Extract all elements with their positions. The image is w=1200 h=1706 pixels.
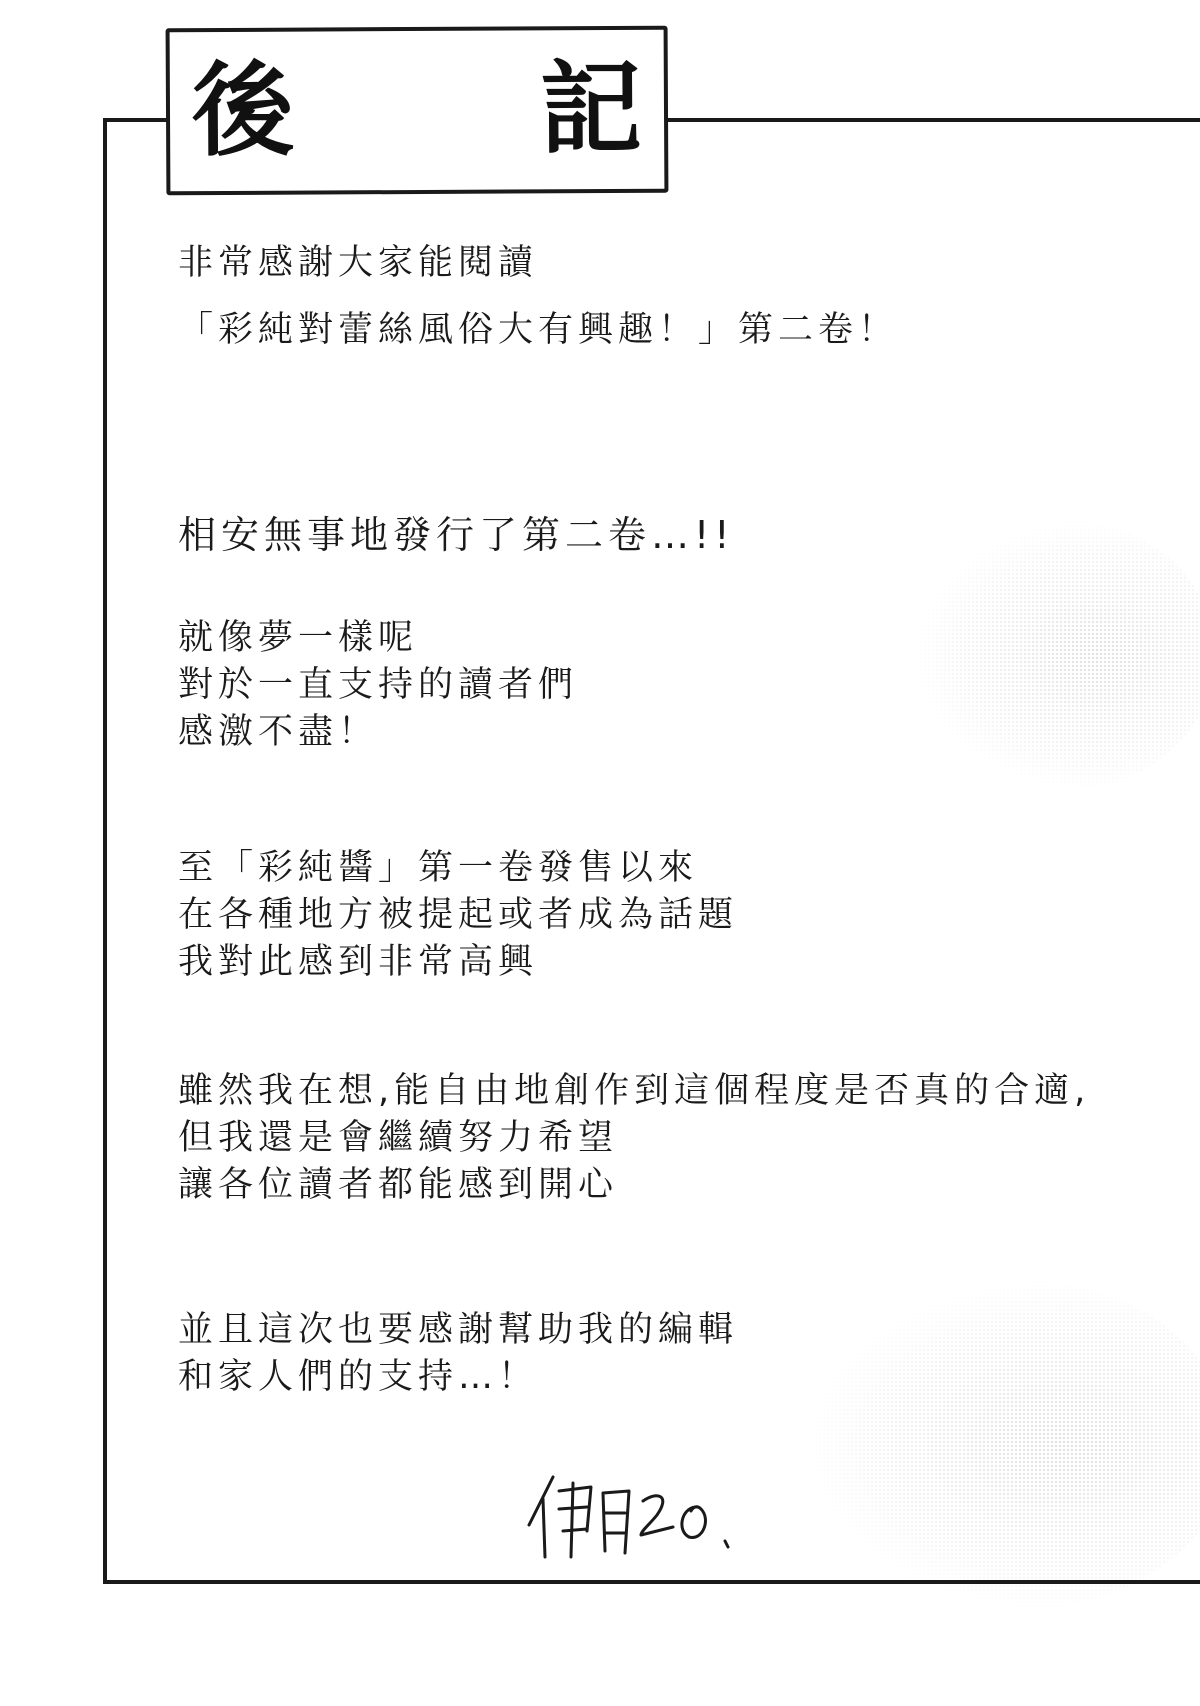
paragraph-thanks bbox=[178, 230, 898, 364]
text-line: 至「彩純醬」第一卷發售以來 bbox=[178, 848, 699, 888]
text-line: 但我還是會繼續努力希望 bbox=[178, 1118, 619, 1158]
paragraph-dream bbox=[178, 615, 578, 756]
text-line: 非常感謝大家能閱讀 bbox=[178, 243, 539, 283]
text-line: 在各種地方被提起或者成為話題 bbox=[178, 895, 739, 935]
paragraph-release bbox=[178, 512, 734, 559]
text-line: 我對此感到非常高興 bbox=[178, 942, 539, 982]
text-line: 雖然我在想,能自由地創作到這個程度是否真的合適, bbox=[178, 1071, 1091, 1111]
page-title: 後 記 bbox=[191, 48, 715, 171]
text-line: 就像夢一樣呢 bbox=[178, 618, 419, 658]
text-line: 對於一直支持的讀者們 bbox=[178, 665, 579, 705]
paragraph-acknowledgement bbox=[178, 1307, 738, 1401]
text-line: 相安無事地發行了第二卷…!! bbox=[178, 513, 735, 557]
text-line: 讓各位讀者都能感到開心 bbox=[178, 1165, 619, 1205]
text-line: 感激不盡！ bbox=[178, 712, 379, 752]
paragraph-effort bbox=[178, 1068, 1090, 1209]
title-box bbox=[166, 26, 715, 196]
text-line: 「彩純對蕾絲風俗大有興趣！」第二卷！ bbox=[178, 310, 899, 350]
text-line: 和家人們的支持…！ bbox=[178, 1357, 539, 1397]
paragraph-first-volume bbox=[178, 845, 738, 986]
author-signature bbox=[525, 1465, 745, 1565]
text-line: 並且這次也要感謝幫助我的編輯 bbox=[178, 1310, 739, 1350]
